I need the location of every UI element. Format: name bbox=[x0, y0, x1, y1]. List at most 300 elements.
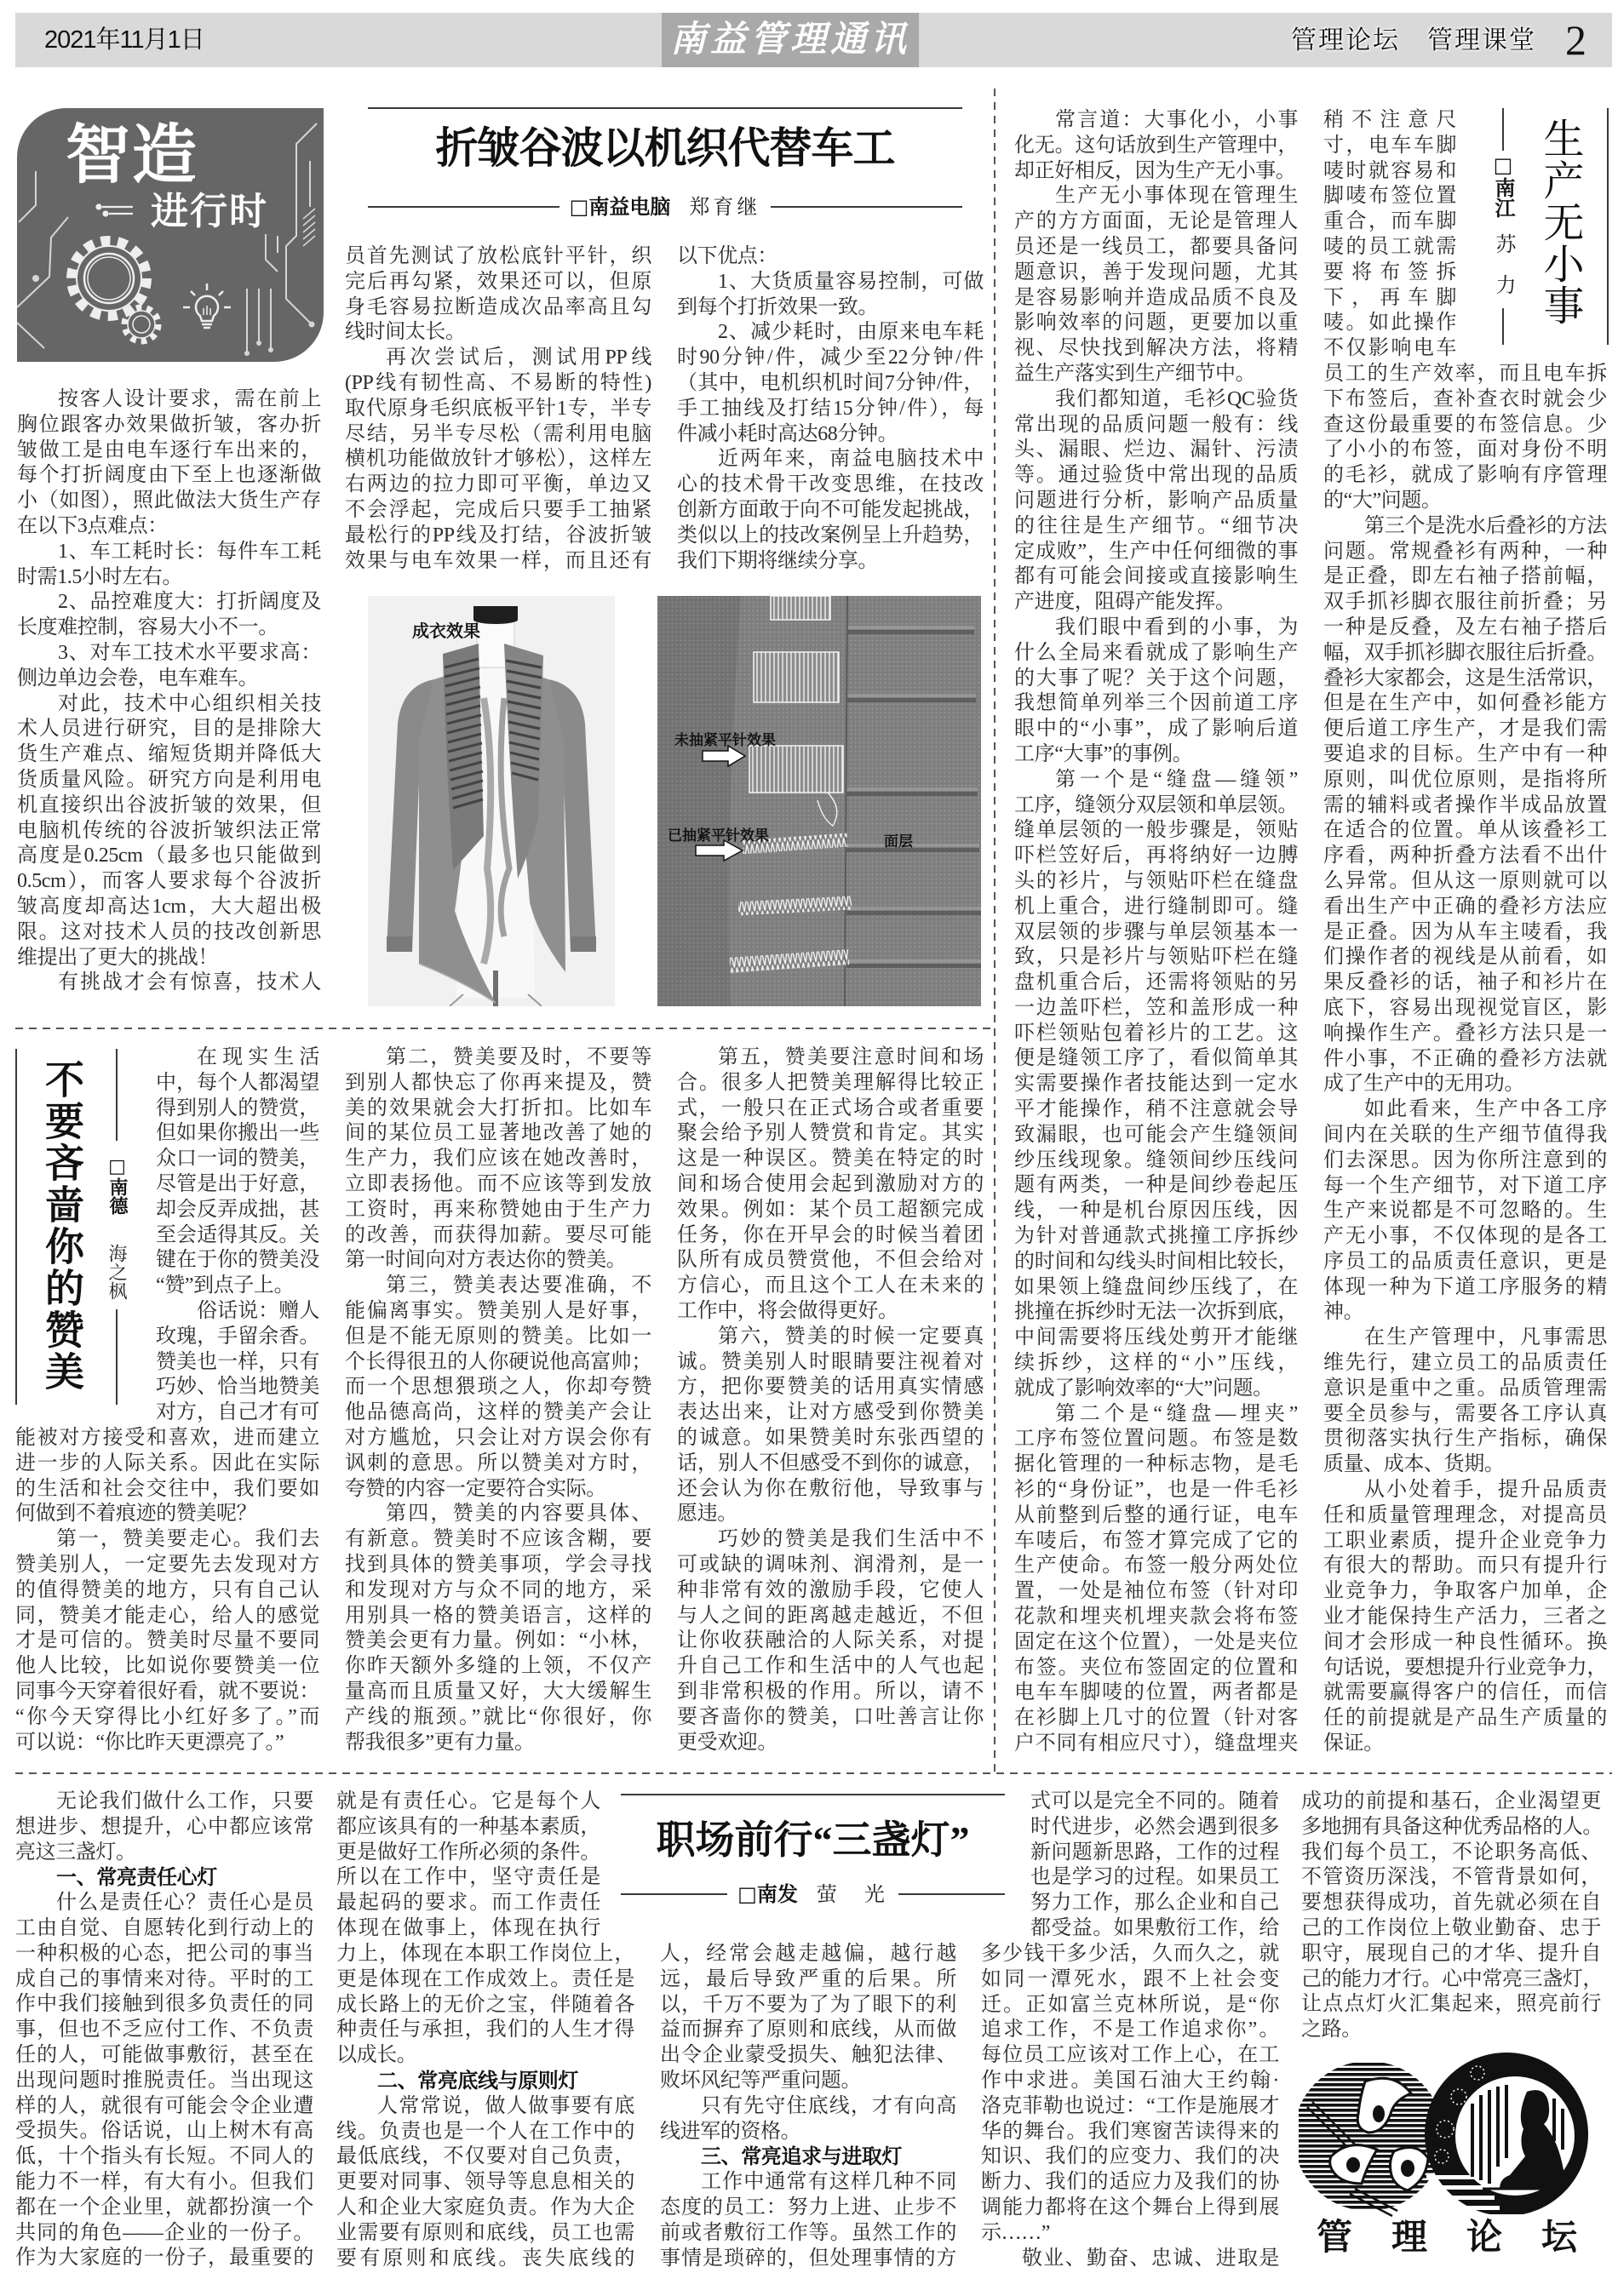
text-line: 从小处着手，提升品质责 bbox=[1364, 1479, 1607, 1502]
text-line: 衫的“身份证”，也是一件毛衫 bbox=[1014, 1479, 1298, 1502]
text-line: 工作中通常有这样几种不同 bbox=[701, 2171, 956, 2194]
text-line: 断力、我们的适应力及我们的协 bbox=[981, 2171, 1279, 2194]
title-rule bbox=[1502, 308, 1504, 345]
text-line: 话，别人不但感受不到你的诚意， bbox=[677, 1451, 984, 1474]
article-title: 不要吝啬你的赞美 bbox=[40, 1059, 83, 1393]
text-line: 不管资历深浅，不管背景如何， bbox=[1301, 1866, 1601, 1889]
text-line: 成自己的事情来对待。平时的工 bbox=[15, 1967, 313, 1990]
article-column bbox=[15, 1426, 319, 1755]
text-line: 续拆纱，这样的“小”压线， bbox=[1014, 1352, 1298, 1375]
text-line: 工由自觉、自愿转化到行动上的 bbox=[15, 1916, 313, 1939]
text-line: 唛时就容易和 bbox=[1323, 159, 1456, 182]
text-line: 调能力都将在这个舞台上得到展 bbox=[981, 2196, 1279, 2219]
text-line: 第六，赞美的时候一定要真 bbox=[718, 1325, 984, 1348]
article-column bbox=[156, 1045, 319, 1426]
text-line: 低，十个指头有长短。不同人的 bbox=[15, 2145, 313, 2168]
text-line: 按客人设计要求，需在前上 bbox=[58, 388, 321, 410]
text-line: 的值得赞美的地方，只有自己认 bbox=[15, 1578, 319, 1601]
text-line: 小（如图），照此做法大货生产存 bbox=[17, 490, 321, 512]
column-logo-zhizao bbox=[17, 108, 324, 362]
text-line: 侧边单边会卷，电车难车。 bbox=[17, 667, 259, 690]
text-line: 第四，赞美的内容要具体、 bbox=[386, 1503, 651, 1526]
text-line: 出现问题时推脱责任。当出现这 bbox=[15, 2069, 313, 2092]
text-line: 尽管是出于好意， bbox=[156, 1172, 319, 1195]
text-line: 无论我们做什么工作，只要 bbox=[56, 1790, 313, 1812]
text-line: 进一步的人际关系。因此在实际 bbox=[15, 1451, 319, 1474]
text-line: 更要对同事、领导等息息相关的 bbox=[336, 2171, 634, 2194]
knit-closeup-photo bbox=[657, 596, 981, 1006]
text-line: 个长得很丑的人你硬说他高富帅； bbox=[345, 1350, 651, 1373]
article-column bbox=[660, 1942, 956, 2271]
text-line: 在现实生活 bbox=[197, 1046, 319, 1068]
text-line: 线。负责也是一个人在工作中的 bbox=[336, 2120, 634, 2143]
text-line: 第二，赞美要及时，不要等 bbox=[386, 1046, 651, 1068]
forum-logo-text: 管理论坛 bbox=[1317, 2216, 1617, 2258]
text-line: 果反叠衫的话，袖子和衫片在 bbox=[1323, 971, 1607, 994]
text-line: 的往往是生产细节。“细节决 bbox=[1014, 514, 1298, 537]
text-line: 生产无小事体现在管理生 bbox=[1055, 185, 1298, 208]
text-line: 最松行的PP线及打结，谷波折皱 bbox=[345, 524, 651, 547]
text-line: 查这份最重要的布签信息。少 bbox=[1323, 413, 1607, 436]
text-line: 再次尝试后，测试用PP线 bbox=[386, 346, 651, 369]
text-line: 体现在做事上，体现在执行 bbox=[336, 1916, 600, 1939]
text-line: 的改善，而获得加薪。要尽可能 bbox=[345, 1223, 651, 1246]
text-line: 洛克菲勒也说过：“工作是施展才 bbox=[981, 2094, 1279, 2117]
text-line: 任和质量管理理念，对提高员 bbox=[1323, 1503, 1607, 1526]
text-line: 合。很多人把赞美理解得比较正 bbox=[677, 1071, 984, 1094]
text-line: 而一个思想猥琐之人，你却夸赞 bbox=[345, 1376, 651, 1399]
text-line: 就需要赢得客户的信任，而信 bbox=[1323, 1681, 1607, 1704]
text-line: 在适合的位置。单从该叠衫工 bbox=[1323, 819, 1607, 842]
byline-unit: □南益电脑 bbox=[569, 194, 671, 219]
page-number: 2 bbox=[1565, 16, 1586, 64]
text-line: 这是一种误区。赞美在特定的时 bbox=[677, 1148, 984, 1171]
figure-label: 成衣效果 bbox=[412, 621, 480, 641]
text-line: 对方尴尬，只会让对方误会你有 bbox=[345, 1426, 651, 1449]
text-line: 远，最后导致严重的后果。所 bbox=[660, 1967, 956, 1990]
text-line: 题意识，善于发现问题，尤其 bbox=[1014, 261, 1298, 283]
text-line: 手工抽线及打结15分钟/件），每 bbox=[677, 397, 984, 420]
text-line: 态度的员工：努力上进、止步不 bbox=[660, 2196, 956, 2219]
text-line: 产线的瓶颈。”就比“你很好，你 bbox=[345, 1705, 651, 1728]
text-line: 致，只是衫片与领贴吓栏在缝 bbox=[1014, 946, 1298, 969]
byline-author: 郑育继 bbox=[689, 196, 761, 219]
text-line: 也是学习的过程。如果员工 bbox=[1030, 1866, 1279, 1889]
text-line: 问题。常规叠衫有两种，一种 bbox=[1323, 540, 1607, 563]
text-line: 生产力，我们应该在她改善时， bbox=[345, 1148, 651, 1171]
text-line: 之路。 bbox=[1301, 2018, 1362, 2041]
text-line: 寸，电车车脚 bbox=[1323, 134, 1456, 157]
article-column bbox=[336, 1942, 634, 2271]
text-line: “赞”到点子上。 bbox=[156, 1274, 295, 1297]
text-line: 的时间和勾线头时间相比较长， bbox=[1014, 1250, 1298, 1273]
text-line: 能力不一样，有大有小。但我们 bbox=[15, 2170, 313, 2193]
byline-unit: □南江 bbox=[1491, 153, 1515, 218]
text-line: 员工的生产效率，而且电车拆 bbox=[1323, 363, 1607, 385]
text-line: 更受欢迎。 bbox=[677, 1731, 777, 1754]
text-line: 是容易影响并造成品质不良及 bbox=[1014, 286, 1298, 309]
byline bbox=[106, 1156, 127, 1300]
text-line: 表达出来，让对方感受到你赞美 bbox=[677, 1401, 984, 1424]
text-line: 2、减少耗时，由原来电车耗 bbox=[718, 321, 984, 344]
column-logo-main-text: 智造 bbox=[66, 117, 198, 192]
text-line: 双手抓衫脚衣服往前折叠；另 bbox=[1323, 591, 1607, 614]
text-line: 何做到不着痕迹的赞美呢？ bbox=[15, 1503, 257, 1526]
byline-rule bbox=[771, 206, 962, 208]
text-line: 己的工作岗位上敬业勤奋、忠于 bbox=[1301, 1916, 1601, 1939]
text-line: 据化管理的一种标志物，是毛 bbox=[1014, 1453, 1298, 1476]
text-line: 让你收获融洽的人际关系，对提 bbox=[677, 1629, 984, 1652]
text-line: 句话说，要想提升行业竞争力， bbox=[1323, 1656, 1607, 1679]
text-line: 人常常说，做人做事要有底 bbox=[377, 2094, 634, 2117]
text-line: 量高而且质量又好，大大缓解生 bbox=[345, 1680, 651, 1703]
text-line: 共同的角色——企业的一份子。 bbox=[15, 2221, 313, 2244]
article-column bbox=[345, 1045, 651, 1755]
text-line: 益而摒弃了原则和底线，从而做 bbox=[660, 2018, 956, 2041]
text-line: 盘机重合后，还需将领贴的另 bbox=[1014, 971, 1298, 994]
text-line: 帮我很多”更有力量。 bbox=[345, 1731, 535, 1754]
text-line: 定成败”，生产中任何细微的事 bbox=[1014, 540, 1298, 563]
text-line: 所以在工作中，坚守责任是 bbox=[336, 1866, 600, 1889]
text-line: 产进度，阻碍产能发挥。 bbox=[1014, 591, 1236, 614]
text-line: 却正好相反，因为生产无小事。 bbox=[1014, 159, 1296, 182]
text-line: 完后再勾紧，效果还可以，但原 bbox=[345, 270, 651, 293]
text-line: 我们眼中看到的小事，为 bbox=[1055, 616, 1298, 638]
knit-texture-image-icon bbox=[657, 596, 981, 1006]
byline-text bbox=[559, 194, 772, 220]
text-line: 却会反弄成拙，甚 bbox=[156, 1198, 319, 1221]
text-line: 挑撞在拆纱时无法一次拆到底， bbox=[1014, 1301, 1298, 1324]
text-line: 美的效果就会大打折扣。比如车 bbox=[345, 1096, 651, 1119]
title-rule bbox=[1607, 108, 1609, 345]
text-line: 得到别人的赞赏， bbox=[156, 1096, 319, 1119]
byline-rule bbox=[621, 1893, 727, 1895]
text-line: 从前整到后整的通行证，电车 bbox=[1014, 1503, 1298, 1526]
text-line: 要吝啬你的赞美，口吐善言让你 bbox=[677, 1705, 984, 1728]
text-line: 业才能保持生产活力，三者之 bbox=[1323, 1606, 1607, 1629]
text-line: 固定在这个位置），一处是夹位 bbox=[1014, 1630, 1298, 1653]
text-line: 类似以上的技改案例呈上升趋势， bbox=[677, 524, 984, 547]
text-line: 吓栏领贴包着衫片的工艺。这 bbox=[1014, 1022, 1298, 1045]
text-line: 工序，缝领分双层领和单层领。 bbox=[1014, 793, 1298, 816]
byline-unit: □南发 bbox=[737, 1881, 798, 1906]
text-line: 俗话说：赠人 bbox=[197, 1299, 319, 1322]
text-line: 至会适得其反。关 bbox=[156, 1223, 319, 1246]
text-line: 限。这对技术人员的技改创新思 bbox=[17, 920, 321, 943]
text-line: 电车车脚唛的位置，两者都是 bbox=[1014, 1681, 1298, 1704]
article-column bbox=[1323, 362, 1607, 1757]
byline-author: 萤 光 bbox=[816, 1883, 888, 1906]
text-line: 近两年来，南益电脑技术中 bbox=[718, 448, 984, 471]
text-line: 努力工作，那么企业和自己 bbox=[1030, 1892, 1279, 1915]
text-line: (PP线有韧性高、不易断的特性) bbox=[345, 371, 651, 394]
text-line: 头、漏眼、烂边、漏针、污渍 bbox=[1014, 438, 1298, 461]
text-line: 让点点灯火汇集起来，照亮前行 bbox=[1301, 1993, 1601, 2016]
text-line: 双层领的步骤与单层领基本一 bbox=[1014, 920, 1298, 943]
text-line: 知识、我们的应变力、我们的决 bbox=[981, 2145, 1279, 2168]
cardigan-image-icon bbox=[368, 596, 615, 1006]
text-line: 人和企业大家庭负责。作为大企 bbox=[336, 2196, 634, 2219]
text-line: 但是在生产中，如何叠衫能方 bbox=[1323, 692, 1607, 715]
text-line: 只有先守住底线，才有向高 bbox=[701, 2094, 956, 2117]
text-line: 都应该具有的一种基本素质， bbox=[336, 1815, 600, 1838]
text-line: 生产使命。布签一般分两处位 bbox=[1014, 1555, 1298, 1577]
title-rule bbox=[368, 107, 962, 109]
section-separator-middle bbox=[15, 1028, 994, 1029]
text-line: 事，但也不乏应付工作、不负责 bbox=[15, 2018, 313, 2041]
text-line: 他人比较，比如说你要赞美一位 bbox=[15, 1655, 319, 1678]
flower-reader-emblem-icon bbox=[1299, 2047, 1588, 2218]
text-line: 最低底线，不仅要对自己负责， bbox=[336, 2145, 634, 2168]
text-line: 第一，赞美要走心。我们去 bbox=[56, 1528, 319, 1551]
text-line: 第三个是洗水后叠衫的方法 bbox=[1364, 514, 1607, 537]
text-line: 便是缝领工序了，看似简单其 bbox=[1014, 1047, 1298, 1070]
text-line: 重合，而车脚 bbox=[1323, 210, 1456, 233]
text-line: 眼中的“小事”，成了影响后道 bbox=[1014, 718, 1298, 741]
text-line: 队所有成员赞赏他，不但会给对 bbox=[677, 1249, 984, 1272]
text-line: 出令企业蒙受损失、触犯法律、 bbox=[660, 2044, 956, 2067]
section-heading: 二、常亮底线与原则灯 bbox=[377, 2068, 578, 2093]
text-line: 一种积极的心态，把公司的事当 bbox=[15, 1942, 313, 1965]
text-line: 长度难控制，容易大小不一。 bbox=[17, 616, 278, 639]
text-line: 间内在关联的生产细节值得我 bbox=[1323, 1123, 1607, 1146]
text-line: 高度是0.25cm（最多也只能做到 bbox=[17, 845, 321, 867]
text-line: 多地拥有具备这种优秀品格的人。 bbox=[1301, 1815, 1603, 1838]
article-column bbox=[15, 1789, 313, 2271]
text-line: 线，一种是机台原因压线，因 bbox=[1014, 1200, 1298, 1222]
text-line: 叠衫大家都会，这是生活常识， bbox=[1323, 667, 1607, 690]
text-line: 原则，叫优位原则，是指将所 bbox=[1323, 768, 1607, 791]
text-line: 效果与电车效果一样，而且还有 bbox=[345, 549, 651, 572]
text-line: 赞美会更有力量。例如：“小林， bbox=[345, 1629, 651, 1652]
text-line: 有很大的帮助。而只有提升行 bbox=[1323, 1555, 1607, 1577]
text-line: 前或者敷衍工作等。虽然工作的 bbox=[660, 2221, 956, 2244]
text-line: 愿违。 bbox=[677, 1503, 737, 1526]
article-column bbox=[336, 1789, 600, 1942]
article-column bbox=[345, 244, 651, 574]
text-line: 电脑机传统的谷波折皱织法正常 bbox=[17, 819, 321, 842]
text-line: 维提出了更大的挑战！ bbox=[17, 946, 218, 969]
text-line: 就是有责任心。它是每个人 bbox=[336, 1790, 600, 1812]
text-line: 常出现的品质问题一般有：线 bbox=[1014, 413, 1298, 436]
text-line: 我们下期将继续分享。 bbox=[677, 549, 878, 572]
text-line: 便后道工序生产，才是我们需 bbox=[1323, 718, 1607, 741]
text-line: 一边盖吓栏，笠和盖形成一种 bbox=[1014, 996, 1298, 1019]
text-line: 样的人，就很有可能会令企业遭 bbox=[15, 2094, 313, 2117]
text-line: 任的人，可能做事敷衍，甚至在 bbox=[15, 2043, 313, 2066]
text-line: 贯彻落实执行生产指标，确保 bbox=[1323, 1428, 1607, 1451]
text-line: 键在于你的赞美没 bbox=[156, 1249, 319, 1272]
text-line: 员还是一线员工，都要具备问 bbox=[1014, 235, 1298, 258]
text-line: 但如果你搬出一些 bbox=[156, 1122, 319, 1145]
text-line: 花款和埋夹机埋夹款会将布签 bbox=[1014, 1606, 1298, 1629]
text-line: 作中求进。美国石油大王约翰· bbox=[981, 2069, 1279, 2092]
text-line: 皱高度却高达1cm，大大超出极 bbox=[17, 895, 321, 918]
text-line: 什么全局来看就成了影响生产 bbox=[1014, 641, 1298, 664]
text-line: 华的舞台。我们寒窗苦读得来的 bbox=[981, 2120, 1279, 2143]
figure-label-face: 面层 bbox=[884, 833, 913, 850]
text-line: 车唛后，布签才算完成了它的 bbox=[1014, 1529, 1298, 1552]
text-line: 工资时，再来称赞她由于生产力 bbox=[345, 1198, 651, 1221]
text-line: 能偏离事实。赞美别人是好事， bbox=[345, 1299, 651, 1322]
text-line: 幅，双手抓衫脚衣服往后折叠。 bbox=[1323, 641, 1607, 664]
text-line: 方信心，而且这个工人在未来的 bbox=[677, 1274, 984, 1297]
text-line: 货生产难点、缩短货期并降低大 bbox=[17, 743, 321, 766]
text-line: 机直接织出谷波折皱的效果，但 bbox=[17, 793, 321, 816]
text-line: 0.5cm），而客人要求每个谷波折 bbox=[17, 870, 321, 893]
text-line: 和发现对方与众不同的地方，采 bbox=[345, 1578, 651, 1601]
article-column bbox=[981, 1942, 1279, 2271]
text-line: 式，一般只在正式场合或者重要 bbox=[677, 1096, 984, 1119]
text-line: 维先行，建立员工的品质责任 bbox=[1323, 1352, 1607, 1375]
text-line: 巧妙、恰当地赞美 bbox=[156, 1376, 319, 1399]
text-line: 员首先测试了放松底针平针，织 bbox=[345, 245, 651, 267]
title-rule bbox=[116, 1049, 118, 1141]
text-line: 看出生产中正确的叠衫方法应 bbox=[1323, 895, 1607, 918]
text-line: 敬业、勤奋、忠诚、进取是 bbox=[1022, 2247, 1279, 2270]
text-line: 2、品控难度大：打折阔度及 bbox=[58, 591, 321, 614]
text-line: 序员工的品质责任意识，更是 bbox=[1323, 1250, 1607, 1273]
text-line: 夸赞的内容一定要符合实际。 bbox=[345, 1477, 606, 1500]
text-line: 胸位跟客办效果做折皱，客办折 bbox=[17, 413, 321, 436]
text-line: 可或缺的调味剂、润滑剂，是一 bbox=[677, 1553, 984, 1576]
text-line: 的大事了呢？关于这个问题， bbox=[1014, 667, 1298, 690]
text-line: 要想获得成功，首先就必须在自 bbox=[1301, 1892, 1601, 1915]
text-line: 才是可信的。赞美时尽量不要同 bbox=[15, 1629, 319, 1652]
text-line: 置，一处是袖位布签（针对印 bbox=[1014, 1580, 1298, 1603]
section-names: 管理论坛 管理课堂 bbox=[1291, 26, 1536, 54]
text-line: 第一个是“缝盘—缝领” bbox=[1055, 768, 1298, 791]
text-line: 题有两类，一种是间纱卷起压 bbox=[1014, 1174, 1298, 1197]
text-line: 时需1.5小时左右。 bbox=[17, 565, 182, 588]
text-line: 以下优点： bbox=[677, 245, 777, 267]
text-line: 视、尽快找到解决方法，将精 bbox=[1014, 337, 1298, 360]
text-line: 人，经常会越走越偏，越行越 bbox=[660, 1943, 956, 1965]
text-line: 致漏眼，也可能会产生缝领间 bbox=[1014, 1123, 1298, 1146]
text-line: 保证。 bbox=[1323, 1732, 1384, 1755]
text-line: 响操作生产。叠衫方法只是一 bbox=[1323, 1022, 1607, 1045]
text-line: 第五，赞美要注意时间和场 bbox=[718, 1046, 984, 1068]
text-line: 唛的员工就需 bbox=[1323, 235, 1456, 258]
text-line: 以成长。 bbox=[336, 2044, 417, 2067]
text-line: 找到具体的赞美事项，学会寻找 bbox=[345, 1553, 651, 1576]
text-line: 是正叠。因为从车主唛看，我 bbox=[1323, 920, 1607, 943]
text-line: 讽刺的意思。所以赞美对方时， bbox=[345, 1451, 651, 1474]
text-line: 在生产管理中，凡事需思 bbox=[1364, 1326, 1607, 1349]
text-line: 对此，技术中心组织相关技 bbox=[58, 692, 321, 715]
text-line: 种责任与承担，我们的人生才得 bbox=[336, 2018, 634, 2041]
text-line: 心的技术骨干改变思维，在技改 bbox=[677, 473, 984, 496]
text-line: 力上，体现在本职工作岗位上， bbox=[336, 1943, 634, 1965]
title-rule bbox=[1502, 108, 1504, 151]
text-line: 实需要操作者技能达到一定水 bbox=[1014, 1073, 1298, 1096]
text-line: 到非常积极的作用。所以，请不 bbox=[677, 1680, 984, 1703]
text-line: 时90分钟/件，减少至22分钟/件 bbox=[677, 346, 984, 369]
text-line: 身毛容易拉断造成次品率高且勾 bbox=[345, 295, 651, 318]
text-line: 立即表扬他。而不应该等到发放 bbox=[345, 1172, 651, 1195]
section-heading: 三、常亮追求与进取灯 bbox=[701, 2144, 902, 2169]
page-header-bar bbox=[15, 13, 1612, 67]
text-line: 间才会形成一种良性循环。换 bbox=[1323, 1630, 1607, 1653]
text-line: 创新方面敢于向不可能发起挑战， bbox=[677, 498, 984, 521]
text-line: 时代进步，必然会遇到很多 bbox=[1030, 1815, 1279, 1838]
text-line: 么异常。但从这一原则就可以 bbox=[1323, 869, 1607, 892]
text-line: 唛。如此操作 bbox=[1323, 312, 1456, 335]
text-line: 件小事，不正确的叠衫方法就 bbox=[1323, 1047, 1607, 1070]
text-line: 受损失。俗话说，山上树木有高 bbox=[15, 2120, 313, 2143]
text-line: 我想简单列举三个因前道工序 bbox=[1014, 692, 1298, 715]
text-line: 布签。夹位布签固定的位置和 bbox=[1014, 1656, 1298, 1679]
text-line: “你今天穿得比小红好多了。”而 bbox=[15, 1705, 319, 1728]
text-line: 赞美也一样，只有 bbox=[156, 1350, 319, 1373]
text-line: 影响效率的问题，更要加以重 bbox=[1014, 312, 1298, 335]
byline-text bbox=[727, 1881, 898, 1908]
article-column bbox=[1030, 1789, 1279, 1942]
text-line: 神。 bbox=[1323, 1301, 1364, 1324]
text-line: 能被对方接受和喜欢，进而建立 bbox=[15, 1427, 319, 1449]
text-line: 益生产落实到生产细节中。 bbox=[1014, 362, 1256, 385]
text-line: 下，再车脚 bbox=[1323, 286, 1456, 309]
text-line: 需的辅料或者操作半成品放置 bbox=[1323, 793, 1607, 816]
text-line: 序看，两种折叠方法看不出什 bbox=[1323, 845, 1607, 867]
text-line: 间和场合使用会起到激励对方的 bbox=[677, 1172, 984, 1195]
text-line: 等。通过验货中常出现的品质 bbox=[1014, 464, 1298, 487]
text-line: 工作中，将会做得更好。 bbox=[677, 1299, 898, 1322]
text-line: 最起码的要求。而工作责任 bbox=[336, 1892, 600, 1915]
text-line: 以，千万不要为了为了眼下的利 bbox=[660, 1993, 956, 2016]
text-line: 效果。例如：某个员工超额完成 bbox=[677, 1198, 984, 1221]
text-line: 1、车工耗时长：每件车工耗 bbox=[58, 540, 321, 563]
text-line: 间的某位员工显著地改善了她的 bbox=[345, 1122, 651, 1145]
text-line: 的生活和社会交往中，我们要如 bbox=[15, 1477, 319, 1500]
text-line: 都受益。如果敷衍工作，给 bbox=[1030, 1916, 1279, 1939]
text-line: 货质量风险。研究方向是利用电 bbox=[17, 768, 321, 791]
text-line: 的“大”问题。 bbox=[1323, 489, 1442, 512]
article-column bbox=[1323, 108, 1456, 362]
text-line: 化无。这句话放到生产管理中， bbox=[1014, 134, 1298, 157]
text-line: 产无小事，不仅体现的是各工 bbox=[1323, 1225, 1607, 1248]
text-line: 事情是琐碎的，但处理事情的方 bbox=[660, 2247, 956, 2270]
text-line: 如果领上缝盘间纱压线了，在 bbox=[1014, 1275, 1298, 1298]
text-line: 对方，自己才有可 bbox=[156, 1401, 319, 1424]
text-line: 要全员参与，需要各工序认真 bbox=[1323, 1402, 1607, 1425]
text-line: 想进步、想提升，心中都应该常 bbox=[15, 1815, 313, 1838]
article-title: 职场前行“三盏灯” bbox=[656, 1818, 970, 1862]
text-line: 第二个是“缝盘—埋夹” bbox=[1055, 1402, 1298, 1425]
text-line: 玫瑰，手留余香。 bbox=[156, 1325, 319, 1348]
text-line: 每个打折阔度由下至上也逐渐做 bbox=[17, 464, 321, 487]
text-line: 成了生产中的无用功。 bbox=[1323, 1073, 1524, 1096]
byline bbox=[1492, 153, 1514, 295]
text-line: 线时间太长。 bbox=[345, 321, 466, 344]
text-line: 什么是责任心？责任心是员 bbox=[56, 1892, 313, 1915]
text-line: 我们都知道，毛衫QC验货 bbox=[1055, 387, 1298, 410]
text-line: 缝单层领的一般步骤是，领贴 bbox=[1014, 819, 1298, 842]
text-line: 下布签后，查补查衣时就会少 bbox=[1323, 387, 1607, 410]
text-line: 我们每个员工，不论职务高低、 bbox=[1301, 1841, 1601, 1864]
byline-rule bbox=[368, 206, 559, 208]
text-line: 一种是反叠，及左右袖子搭后 bbox=[1323, 616, 1607, 638]
text-line: 更是做好工作所必须的条件。 bbox=[336, 1841, 600, 1864]
text-line: 皱做工是由电车逐行车出来的， bbox=[17, 438, 321, 461]
text-line: 但是不能无原则的赞美。比如一 bbox=[345, 1325, 651, 1348]
text-line: 式可以是完全不同的。随着 bbox=[1030, 1790, 1279, 1812]
text-line: 中间需要将压线处剪开才能继 bbox=[1014, 1326, 1298, 1349]
text-line: （其中，电机织机时间7分钟/件， bbox=[677, 371, 984, 394]
text-line: 体现一种为下道工序服务的精 bbox=[1323, 1275, 1607, 1298]
article-column bbox=[1014, 108, 1298, 1757]
text-line: 们去深思。因为你所注意到的 bbox=[1323, 1148, 1607, 1171]
